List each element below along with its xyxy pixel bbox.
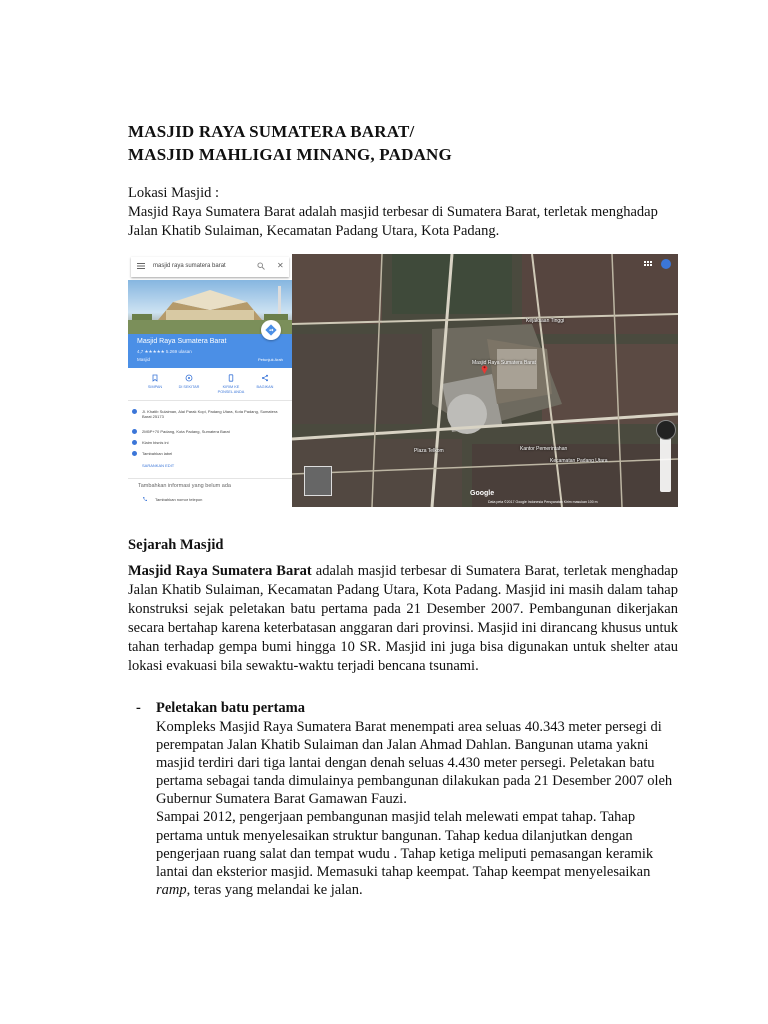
peletakan-p2-italic: ramp <box>156 881 187 898</box>
peletakan-title: Peletakan batu pertama <box>156 700 306 716</box>
map-screenshot-figure <box>128 254 678 507</box>
peletakan-body <box>156 718 676 899</box>
place-type: Masjid <box>137 357 151 362</box>
title-line-2: MASJID MAHLIGAI MINANG, PADANG <box>128 145 452 164</box>
info-address-text: Jl. Khatib Sulaiman, Alai Parak Kopi, Padang Utara, Kota Padang, Sumatera Barat 25173 <box>142 409 278 419</box>
map-label-telkom: Plaza Telkom <box>414 448 444 454</box>
action-simpan <box>140 374 170 390</box>
sejarah-text: adalah masjid terbesar di Sumatera Barat, terletak menghadap Jalan Khatib Sulaiman, Kecamatan Padang Utara, Kota Padang. Masjid ini masih dalam tahap konstruksi sejak peletakan batu pertama pada 21 Desember 2007. Pembangunan dikerjakan secara bertahap karena keterbatasan anggaran dari provinsi. Masjid ini dirancang khusus untuk tahan terhadap gempa bumi hingga 10 SR. Masjid ini juga bisa digunakan untuk shelter atau lokasi evakuasi bila sewaktu-waktu terjadi bencana tsunami. <box>128 563 678 674</box>
info-suggest-edit-text: SARANKAN EDIT <box>142 463 175 468</box>
document-title <box>128 120 452 166</box>
map-label-mosque: Masjid Raya Sumatera Barat <box>472 360 536 366</box>
map-label-kecamatan: Kecamatan Padang Utara <box>550 458 608 464</box>
lokasi-text: Masjid Raya Sumatera Barat adalah masjid terbesar di Sumatera Barat, terletak menghadap Jalan Khatib Sulaiman, Kecamatan Padang Utara, Kota Padang. <box>128 204 658 239</box>
search-icon <box>257 262 265 270</box>
directions-label: Petunjuk Arah <box>258 357 283 362</box>
peletakan-p2-before: Sampai 2012, pengerjaan pembangunan masjid telah melewati empat tahap. Tahap pertama untuk menyelesaikan struktur bangunan. Tahap kedua dilanjutkan dengan pengerjaan ruang salat dan tempat wudu . Tahap ketiga meliputi pemasangan keramik lantai dan eksterior masjid. Memasuki tahap keempat. Tahap keempat menyelesaikan <box>156 809 654 880</box>
satellite-map-drawing <box>292 254 678 507</box>
nearby-icon <box>185 374 193 382</box>
info-suggest-edit <box>142 463 174 468</box>
location-icon <box>132 409 137 414</box>
sejarah-heading: Sejarah Masjid <box>128 537 224 553</box>
action-di-sekitar <box>174 374 204 390</box>
action-simpan-label: SIMPAN <box>147 385 163 389</box>
call-icon <box>142 496 148 502</box>
share-icon <box>261 374 269 382</box>
place-name: Masjid Raya Sumatera Barat <box>137 338 227 345</box>
info-label <box>142 451 172 456</box>
map-layer-thumbnail <box>304 466 332 496</box>
directions-icon <box>261 320 281 340</box>
flag-icon <box>132 451 137 456</box>
pluscode-icon <box>132 429 137 434</box>
map-footer: Data peta ©2017 Google Indonesia Persyaratan Kirim masukan 100 m <box>488 500 598 504</box>
bookmark-icon <box>151 374 159 382</box>
peletakan-p2-after: , teras yang melandai ke jalan. <box>186 881 363 898</box>
bullet-dash: - <box>136 700 141 716</box>
sejarah-paragraph <box>128 562 678 675</box>
map-label-kantor: Kantor Pemerintahan <box>520 446 568 452</box>
map-search-box <box>131 257 289 277</box>
place-rating: 4,7 ★★★★★ 5.269 ulasan <box>137 349 192 354</box>
lokasi-label: Lokasi Masjid : <box>128 185 220 201</box>
sejarah-bold-lead: Masjid Raya Sumatera Barat <box>128 563 312 579</box>
map-search-text: masjid raya sumatera barat <box>153 263 226 269</box>
peletakan-paragraph-2 <box>156 808 676 898</box>
title-line-1: MASJID RAYA SUMATERA BARAT/ <box>128 122 415 141</box>
apps-icon <box>622 257 674 271</box>
action-kirim <box>216 374 246 394</box>
phone-text: Tambahkan nomor telepon <box>155 497 203 502</box>
action-di-sekitar-label: DI SEKITAR <box>178 385 200 389</box>
map-place-panel <box>128 254 292 507</box>
info-claim-text: Klaim bisnis ini <box>142 440 169 445</box>
map-label-kejaksaan: Kejaksaan Tinggi <box>526 318 565 324</box>
info-label-text: Tambahkan label <box>142 451 173 456</box>
location-pin-icon <box>481 364 488 374</box>
action-kirim-label: KIRIM KE PONSEL ANDA <box>217 385 245 394</box>
close-icon: ✕ <box>277 261 284 270</box>
satellite-map <box>292 254 678 507</box>
info-pluscode-text: 2M5P+70 Padang, Kota Padang, Sumatera Barat <box>142 429 230 434</box>
action-bagikan <box>250 374 280 390</box>
info-address <box>142 409 282 419</box>
google-logo: Google <box>470 490 495 497</box>
missing-info-row <box>128 478 292 493</box>
place-actions <box>128 370 292 401</box>
action-bagikan-label: BAGIKAN <box>256 385 274 389</box>
phone-icon <box>227 374 235 382</box>
compass-icon <box>656 420 676 440</box>
peletakan-paragraph-1: Kompleks Masjid Raya Sumatera Barat menempati area seluas 40.343 meter persegi di perempatan Jalan Khatib Sulaiman dan Jalan Ahmad Dahlan. Bangunan utama yakni masjid terdiri dari tiga lantai dengan denah seluas 4.430 meter persegi. Peletakan batu pertama sebagai tanda dimulainya pembangunan dilakukan pada 21 Desember 2007 oleh Gubernur Sumatera Barat Gamawan Fauzi. <box>156 719 673 808</box>
verified-icon <box>132 440 137 445</box>
account-area <box>622 257 674 271</box>
info-claim <box>142 440 168 445</box>
menu-icon <box>137 262 145 270</box>
missing-info-text: Tambahkan informasi yang belum ada <box>138 483 231 489</box>
info-pluscode <box>142 429 282 434</box>
